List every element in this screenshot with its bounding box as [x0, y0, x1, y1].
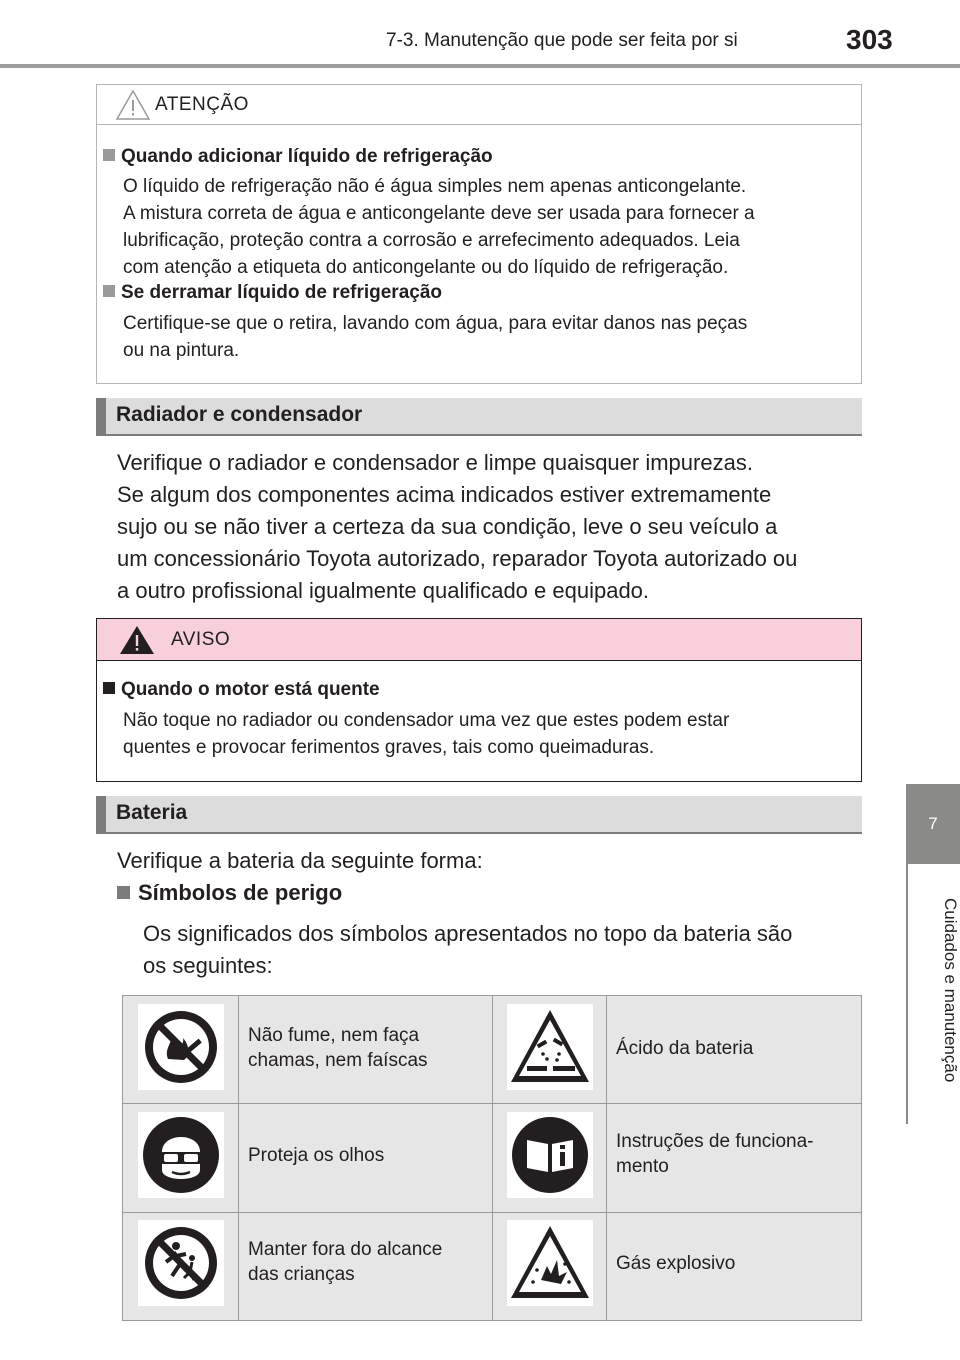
bullet-square-icon: [103, 149, 115, 161]
warning-filled-icon: [119, 625, 155, 655]
page-number: 303: [846, 24, 893, 55]
chapter-tab-number: 7: [906, 784, 960, 864]
no-smoking-flames-icon: [138, 1004, 224, 1090]
radiator-paragraph: Verifique o radiador e condensador e limpe quaisquer impurezas. Se algum dos componentes acima indicados estiver extremamente sujo ou se não tiver a certeza da sua condição, leve o seu veículo a um concessionário Toyota autorizado, reparador Toyota autorizado ou a outro profissional igualmente qualificado e equipado.: [117, 450, 798, 603]
bullet-square-icon: [103, 285, 115, 297]
caution-item-heading: Se derramar líquido de refrigeração: [103, 282, 442, 304]
symbol-cell-text: Instruções de funciona- mento: [616, 1131, 814, 1177]
caution-item-text: Certifique-se que o retira, lavando com água, para evitar danos nas peças ou na pintura.: [123, 313, 748, 361]
bullet-square-icon: [103, 682, 115, 694]
symbol-cell-image: [507, 1112, 593, 1198]
notice-box: [96, 618, 862, 782]
section-heading-radiator: Radiador e condensador: [96, 398, 862, 436]
symbol-cell-text: Proteja os olhos: [248, 1145, 385, 1166]
explosive-gas-icon: [507, 1220, 593, 1306]
operating-instructions-icon: [507, 1112, 593, 1198]
warning-outline-icon: [115, 89, 151, 121]
notice-item-heading: Quando o motor está quente: [103, 679, 380, 701]
symbol-cell-image: [138, 1220, 224, 1306]
eye-protection-icon: [138, 1112, 224, 1198]
symbol-cell-image: [507, 1220, 593, 1306]
symbol-cell-text: Manter fora do alcance das crianças: [248, 1239, 443, 1285]
notice-item-text: Não toque no radiador ou condensador uma vez que estes podem estar quentes e provocar ferimentos graves, tais como queimaduras.: [123, 710, 730, 758]
symbol-cell-text: Não fume, nem faça chamas, nem faíscas: [248, 1025, 428, 1071]
section-heading-battery: Bateria: [96, 796, 862, 834]
chapter-tab-label: Cuidados e manutenção: [941, 897, 960, 1083]
caution-header: [97, 85, 861, 125]
header-rule: [0, 64, 960, 68]
notice-header: [97, 619, 861, 661]
keep-away-children-icon: [138, 1220, 224, 1306]
caution-box: [96, 84, 862, 384]
notice-title: AVISO: [171, 629, 231, 650]
caution-item-text: O líquido de refrigeração não é água simples nem apenas anticongelante. A mistura correta de água e anticongelante deve ser usada para fornecer a lubrificação, proteção contra a corrosão e arrefecimento adequados. Leia com atenção a etiqueta do anticongelante ou do líquido de refrigeração.: [123, 176, 755, 278]
caution-title: ATENÇÃO: [155, 94, 249, 115]
battery-intro: Verifique a bateria da seguinte forma:: [117, 848, 483, 873]
battery-subheading: Símbolos de perigo: [117, 880, 342, 906]
hazard-symbols-table: [122, 995, 862, 1321]
bullet-square-icon: [117, 886, 130, 899]
symbol-cell-text: Ácido da bateria: [616, 1038, 754, 1059]
battery-acid-icon: [507, 1004, 593, 1090]
symbol-cell-image: [507, 1004, 593, 1090]
symbol-cell-image: [138, 1004, 224, 1090]
battery-sub-paragraph: Os significados dos símbolos apresentados no topo da bateria são os seguintes:: [143, 921, 793, 978]
symbol-cell-image: [138, 1112, 224, 1198]
caution-item-heading: Quando adicionar líquido de refrigeração: [103, 146, 493, 168]
symbol-cell-text: Gás explosivo: [616, 1253, 736, 1274]
header-section-title: 7-3. Manutenção que pode ser feita por si: [386, 30, 738, 51]
